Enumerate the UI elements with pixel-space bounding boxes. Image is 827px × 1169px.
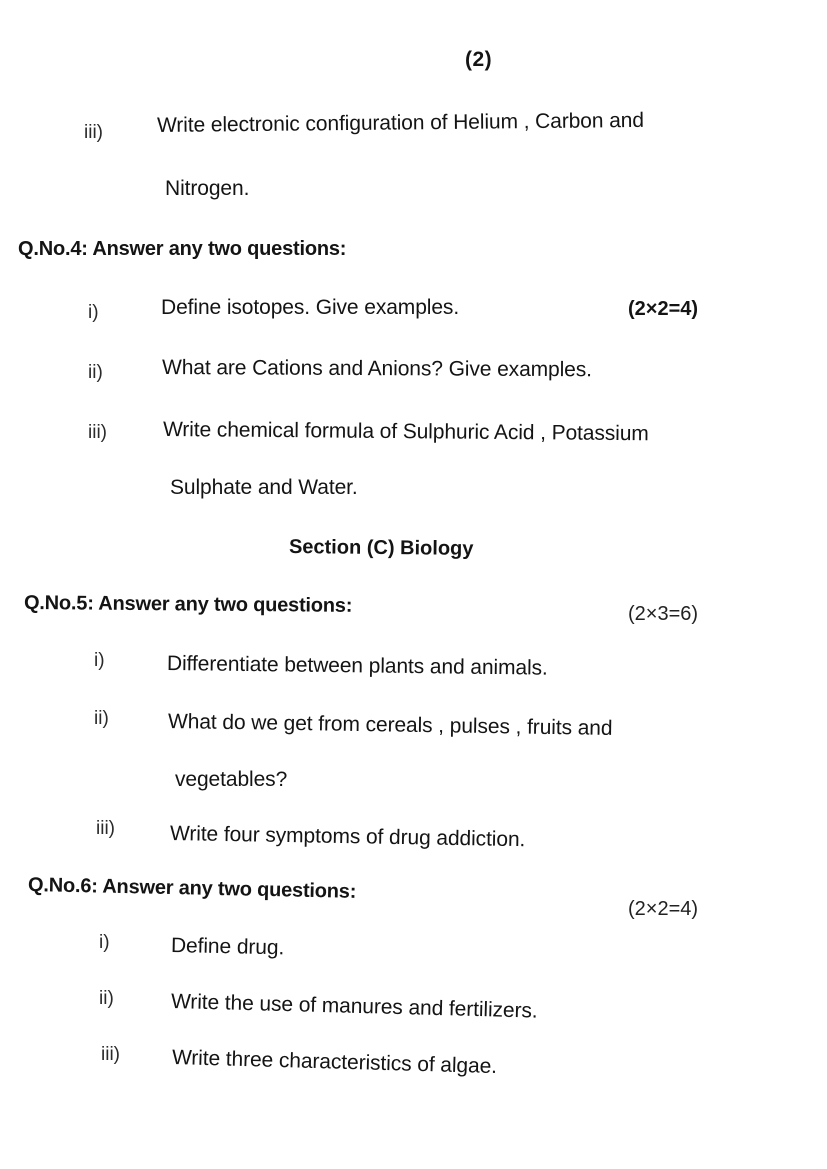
q4-item-number: ii) <box>88 362 103 383</box>
page-number: (2) <box>465 48 493 71</box>
question-6-heading: Q.No.6: Answer any two questions: <box>27 874 357 903</box>
q4-item-number: i) <box>88 302 99 323</box>
question-5-heading: Q.No.5: Answer any two questions: <box>23 592 353 617</box>
carryover-item-continuation: Nitrogen. <box>165 177 250 200</box>
q5-item-text: What do we get from cereals , pulses , fruits and <box>167 710 613 740</box>
carryover-item-text: Write electronic configuration of Helium , Carbon and <box>156 108 644 137</box>
carryover-item-number: iii) <box>84 122 103 143</box>
q4-item-text: Define isotopes. Give examples. <box>161 296 460 319</box>
question-4-heading: Q.No.4: Answer any two questions: <box>18 238 347 260</box>
q4-item-number: iii) <box>88 422 107 443</box>
question-4-marks: (2×2=4) <box>628 298 699 320</box>
q6-item-text: Define drug. <box>170 934 285 960</box>
q6-item-number: ii) <box>99 988 114 1009</box>
q4-item-text: What are Cations and Anions? Give examples. <box>161 356 592 382</box>
q5-item-text: Write four symptoms of drug addiction. <box>169 822 526 852</box>
q4-item-continuation: Sulphate and Water. <box>170 476 358 499</box>
q5-item-continuation: vegetables? <box>175 768 288 791</box>
q5-item-number: ii) <box>94 708 109 729</box>
q6-item-text: Write the use of manures and fertilizers. <box>170 990 538 1023</box>
q6-item-text: Write three characteristics of algae. <box>171 1046 498 1079</box>
question-5-marks: (2×3=6) <box>628 603 699 625</box>
question-6-marks: (2×2=4) <box>628 898 699 920</box>
q5-item-number: iii) <box>96 818 115 839</box>
q6-item-number: iii) <box>101 1044 120 1065</box>
q5-item-number: i) <box>94 650 105 671</box>
q6-item-number: i) <box>99 932 110 953</box>
q4-item-text: Write chemical formula of Sulphuric Acid , Potassium <box>162 418 649 446</box>
section-c-title: Section (C) Biology <box>288 536 474 560</box>
q5-item-text: Differentiate between plants and animals. <box>166 652 548 680</box>
